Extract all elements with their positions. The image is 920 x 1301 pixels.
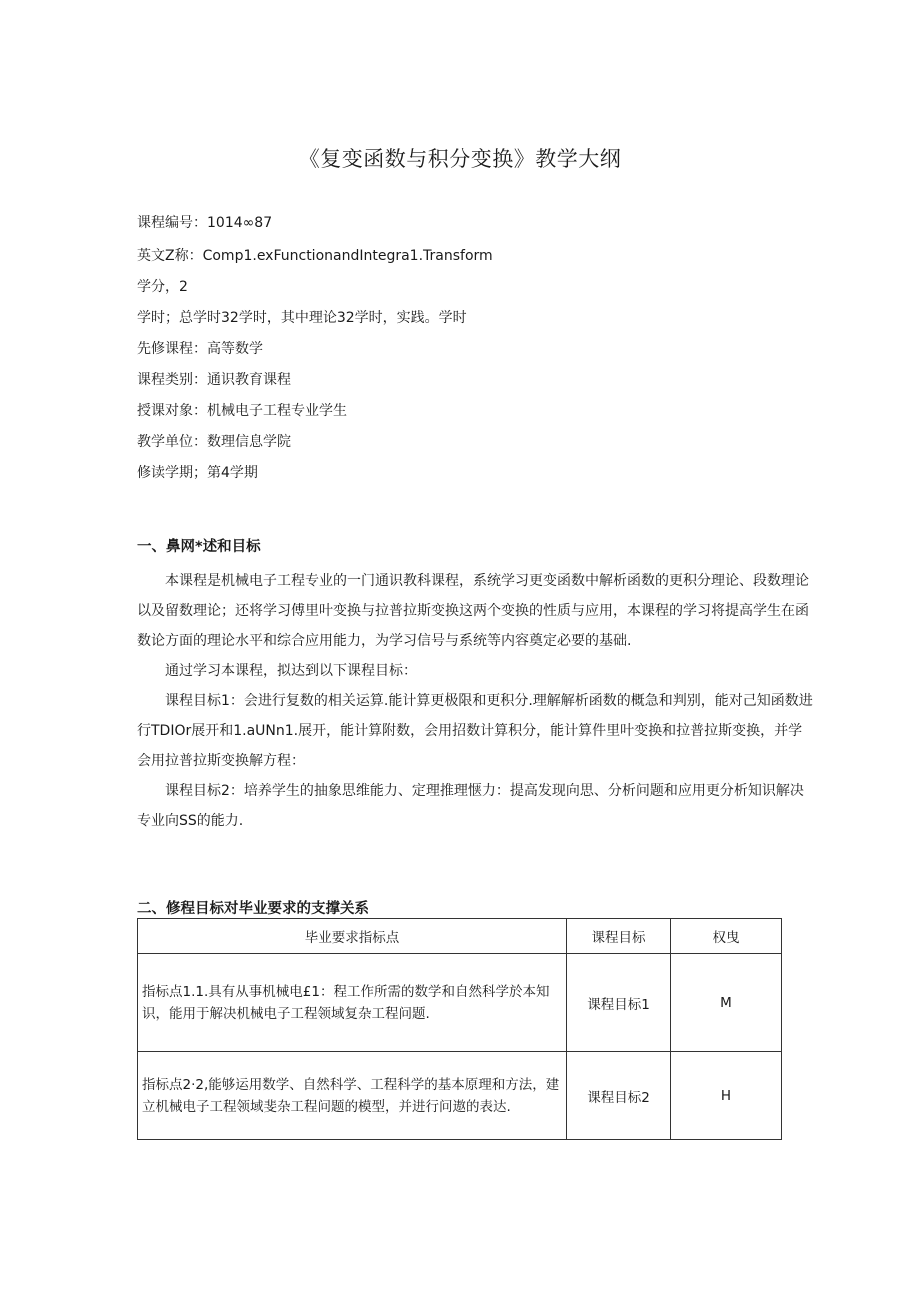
table-header-row [138, 919, 782, 954]
weight-cell: H [671, 1052, 782, 1140]
intro-paragraph: 本课程是机械电子工程专业的一门通识教科课程，系统学习更变函数中解析函数的更积分理论、段数理论以及留数理论；还将学习傅里叶变换与拉普拉斯变换这两个变换的性质与应用，本课程的学习将提高学生在函数论方面的理论水平和综合应用能力，为学习信号与系统等内容奠定必要的基础. [137, 573, 809, 649]
section2-heading: 二、修程目标对毕业要求的支撑关系 [137, 901, 369, 917]
target-students: 授课对象：机械电子工程专业学生 [137, 403, 347, 419]
section1-body [137, 566, 815, 836]
table-row [138, 954, 782, 1052]
course-code: 课程编号：1014∞87 [137, 215, 273, 231]
goal-cell: 课程目标1 [567, 954, 671, 1052]
prerequisite: 先修课程：高等数学 [137, 341, 263, 357]
table-row [138, 1052, 782, 1140]
document-title: 《复变函数与积分变换》教学大纲 [298, 147, 622, 171]
credits: 学分，2 [137, 279, 188, 295]
english-name: 英文Z称：Comp1.exFunctionandIntegra1.Transform [137, 248, 493, 264]
header-indicator: 毕业要求指标点 [138, 919, 567, 954]
indicator-cell: 指标点2·2,能够运用数学、自然科学、工程科学的基本原理和方法，建立机械电子工程领域斐杂工程问题的模型，并进行问遨的表达. [138, 1052, 567, 1140]
indicator-cell: 指标点1.1.具有从事机械电£1：程工作所需的数学和自然科学於本知识，能用于解决机械电子工程领域复杂工程问题. [138, 954, 567, 1052]
section1-heading: 一、鼻网*述和目标 [137, 539, 261, 555]
teaching-unit: 教学单位：数理信息学院 [137, 434, 291, 450]
goals-lead: 通过学习本课程，拟达到以下课程目标： [165, 663, 417, 679]
goal-cell: 课程目标2 [567, 1052, 671, 1140]
header-goal: 课程目标 [567, 919, 671, 954]
course-category: 课程类别：通识教育课程 [137, 372, 291, 388]
semester: 修读学期；第4学期 [137, 465, 258, 481]
hours: 学时；总学时32学时，其中理论32学时，实践。学时 [137, 310, 467, 326]
support-table [137, 918, 782, 1140]
goal1-paragraph: 课程目标1：会进行复数的相关运算.能计算更极限和更积分.理解解析函数的概急和判别，能对己知函数进行TDIOr展开和1.aUNn1.展开，能计算附数，会用招数计算积分，能计算件里叶变换和拉普拉斯变换，并学会用拉普拉斯变换解方程： [137, 693, 813, 769]
weight-cell: M [671, 954, 782, 1052]
goal2-paragraph: 课程目标2：培养学生的抽象思维能力、定理推理惬力：提高发现向思、分析问题和应用更分析知识解决专业向SS的能力. [137, 783, 804, 829]
header-weight: 权曳 [671, 919, 782, 954]
